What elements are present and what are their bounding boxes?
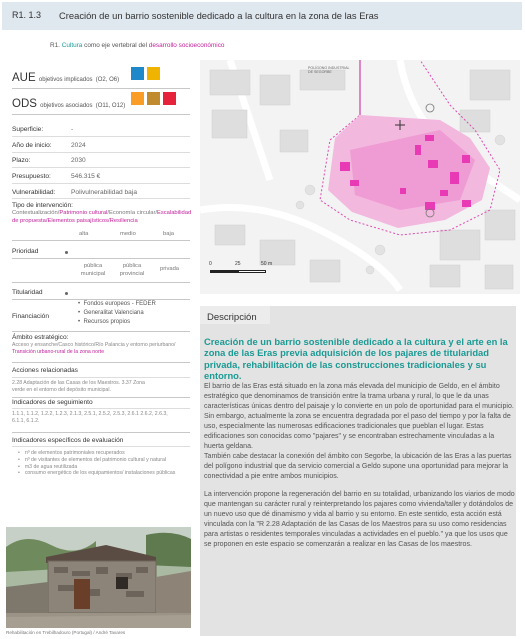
subtitle: [50, 42, 224, 49]
tipo-text-c: /Economía circular/: [107, 210, 158, 216]
subtitle-desarrollo: desarrollo socioeconómico: [148, 42, 225, 49]
page-title: Creación de un barrio sostenible dedicado a la cultura en la zona de las Eras: [59, 10, 379, 21]
titularidad-col-municipal: pública municipal: [80, 263, 106, 277]
divider: [12, 397, 190, 398]
fact-label: Presupuesto:: [12, 173, 51, 180]
tipo-label: Tipo de intervención:: [12, 202, 73, 209]
list-item: • Fondos europeos - FEDER: [78, 301, 156, 307]
tipo-text: [12, 210, 192, 226]
financiacion-item: Fondos europeos - FEDER: [83, 301, 156, 307]
ambito-text: [12, 342, 192, 356]
divider: [12, 258, 190, 259]
fact-label: Año de inicio:: [12, 142, 52, 149]
fact-value: -: [71, 126, 74, 133]
indicadores-seguimiento-text: 1.1.1, 1.1.2, 1.2.2, 1.2.3, 2.1.3, 2.5.1, 2.5.2, 2.5.3, 2.6.1 2.6.2, 2.6.3, 6.1.1, 6.1.2.: [12, 411, 168, 424]
description-paragraph-2: También cabe destacar la conexión del ámbito con Segorbe, la ubicación de las Eras a las puertas del polígono industrial que da servicio comercial a Geldo supone una oportunidad para mejorar la conectividad a pie entre ambos municipios.: [204, 453, 512, 480]
ambito-highlight: Transición urbano-rural de la zona norte: [12, 348, 105, 355]
financiacion-list: [78, 300, 156, 327]
indicadores-seguimiento-label: Indicadores de seguimiento: [12, 399, 93, 406]
acciones-label: Acciones relacionadas: [12, 367, 78, 374]
financiacion-item: Generalitat Valenciana: [83, 310, 144, 316]
financiacion-label: Financiación: [12, 313, 50, 320]
subtitle-cultura: Cultura: [61, 42, 83, 49]
sdg-icon: [163, 92, 176, 105]
fact-label: Plazo:: [12, 157, 31, 164]
tipo-text-a: Contextualización/: [12, 210, 60, 216]
ambito-text-main: Acceso y ensanche/Casco histórico/Río Palancia y entorno periurbano/: [12, 342, 176, 348]
scale-label-25: 25: [235, 261, 241, 267]
acciones-text: 2.28 Adaptación de las Casas de los Maestros. 3.37 Zona verde en el entorno del depósito municipal.: [12, 380, 145, 393]
fact-label: Superficie:: [12, 126, 44, 133]
divider: [12, 377, 190, 378]
fact-value: Polivulnerabilidad baja: [71, 189, 137, 196]
scale-bar: [210, 270, 266, 273]
description-paragraph-3: La intervención propone la regeneración del barrio en su totalidad, urbanizando los viarios de modo que mantengan su carácter rural y reinterpretando los pajares como vivienda/taller y dotándolos de un nuevo uso que dé dinamismo y vida al barrio y su entorno. En este sentido, esta acción está vinculada con la "R 2.28 Adaptación de las Casas de los Maestros para su uso como residencias para artistas o residentes temporales vinculadas a actividades en el pueblo." ya que los usos que se proponen en este espacio se comenzarán a realizar en las Casas de los maestros.: [204, 491, 515, 548]
ods-label: [12, 98, 125, 110]
list-item: • Recursos propios: [78, 319, 131, 325]
aue-sub: objetivos implicados: [38, 77, 93, 83]
photo-caption: Rehabilitación en Trebilhadouro (Portugal) / André Tavares: [6, 630, 126, 635]
divider: [12, 282, 190, 283]
divider: [12, 88, 190, 89]
aue-label: [12, 72, 119, 84]
description-paragraph-1: El barrio de las Eras está situado en la zona más elevada del municipio de Geldo, en el ámbito estratégico que denominamos de transición entre la trama urbana y rural, lo que le da unas características únicas dentro del paisaje y lo convierte en un polo de oportunidad para el municipio. Sin embargo, actualmente la zona se encuentra degradada por el paso del tiempo y por la falta de uso, especialmente las numerosas edificaciones tradicionales que pueblan el lugar. Estas edificaciones son conocidas como "pajares" y se encontraban estrechamente vinculadas a la huerta geldana.: [204, 383, 514, 450]
subtitle-middle: como eje vertebral del: [84, 42, 147, 49]
ods-icons: [131, 92, 176, 105]
tipo-text-d: Escalabilidad de propuesta/Elementos paisajísticos/Resiliencia: [12, 210, 192, 224]
subtitle-prefix: R1.: [50, 42, 60, 49]
divider: [12, 240, 190, 241]
financiacion-item: Recursos propios: [83, 319, 131, 325]
prioridad-marker: [65, 251, 68, 254]
indicador-item: nº de visitantes de elementos del patrimonio cultural y natural: [24, 456, 166, 463]
divider: [12, 362, 190, 363]
prioridad-col-medio: medio: [120, 231, 136, 237]
prioridad-col-baja: baja: [163, 231, 174, 237]
prioridad-col-alta: alta: [79, 231, 89, 237]
aue-goal-6-icon: [147, 67, 160, 80]
map-label-poligono: POLÍGONO INDUSTRIAL DE SEGORBE: [308, 66, 350, 75]
site-map[interactable]: [200, 60, 520, 294]
divider: [12, 408, 190, 409]
divider: [12, 446, 190, 447]
description-title: Descripción: [207, 312, 257, 323]
action-code: R1. 1.3: [12, 10, 42, 20]
titularidad-col-privada: privada: [160, 266, 180, 272]
ods-codes: (O11, O12): [95, 103, 126, 109]
description-headline: Creación de un barrio sostenible dedicado a la cultura y el arte en la zona de las Eras previa adquisición de los pajares de titularidad privada, rehabilitación de las construcciones tradicionales y su entorno.: [204, 336, 508, 382]
aue-codes: (O2, O6): [95, 77, 120, 83]
aue-icons: [131, 67, 160, 80]
divider: [12, 198, 190, 199]
ambito-label: Ámbito estratégico:: [12, 334, 69, 341]
indicador-item: nº de elementos patrimoniales recuperados: [24, 450, 125, 456]
prioridad-label: Prioridad: [12, 248, 39, 255]
tipo-text-b: Patrimonio cultural: [59, 210, 108, 216]
scale-label-0: 0: [209, 261, 212, 267]
list-item: • nº de elementos patrimoniales recuperados: [18, 450, 125, 456]
divider: [12, 183, 190, 184]
fact-value: 2024: [71, 142, 86, 149]
divider: [12, 114, 190, 115]
map-canvas: [200, 60, 520, 294]
indicadores-evaluacion-list: [18, 450, 178, 477]
ods-title: ODS: [12, 98, 37, 110]
fact-label: Vulnerabilidad:: [12, 189, 56, 196]
list-item: • m3 de agua reutilizada: [18, 463, 78, 470]
reference-photo: [6, 527, 191, 628]
divider: [12, 331, 190, 332]
ods-sub: objetivos asociados: [40, 103, 93, 109]
list-item: • nº de visitantes de elementos del patrimonio cultural y natural: [18, 456, 166, 463]
indicador-item: consumo energético de los equipamientos/ instalaciones públicas: [24, 470, 176, 477]
aue-goal-2-icon: [131, 67, 144, 80]
list-item: • consumo energético de los equipamientos/ instalaciones públicas: [18, 470, 176, 477]
description-body: [204, 382, 516, 550]
list-item: • Generalitat Valenciana: [78, 310, 144, 316]
indicadores-evaluacion-label: Indicadores específicos de evaluación: [12, 437, 124, 444]
fact-value: 546.315 €: [71, 173, 101, 180]
indicador-item: m3 de agua reutilizada: [24, 463, 78, 470]
titularidad-label: Titularidad: [12, 289, 43, 296]
aue-title: AUE: [12, 72, 36, 84]
photo-illustration: [6, 527, 191, 628]
divider: [12, 152, 190, 153]
sdg-12-icon: [147, 92, 160, 105]
titularidad-marker: [65, 292, 68, 295]
sdg-11-icon: [131, 92, 144, 105]
fact-value: 2030: [71, 157, 86, 164]
scale-label-50: 50 m: [261, 261, 273, 267]
titularidad-col-provincial: pública provincial: [119, 263, 145, 277]
divider: [12, 136, 190, 137]
divider: [12, 167, 190, 168]
divider: [12, 432, 190, 433]
